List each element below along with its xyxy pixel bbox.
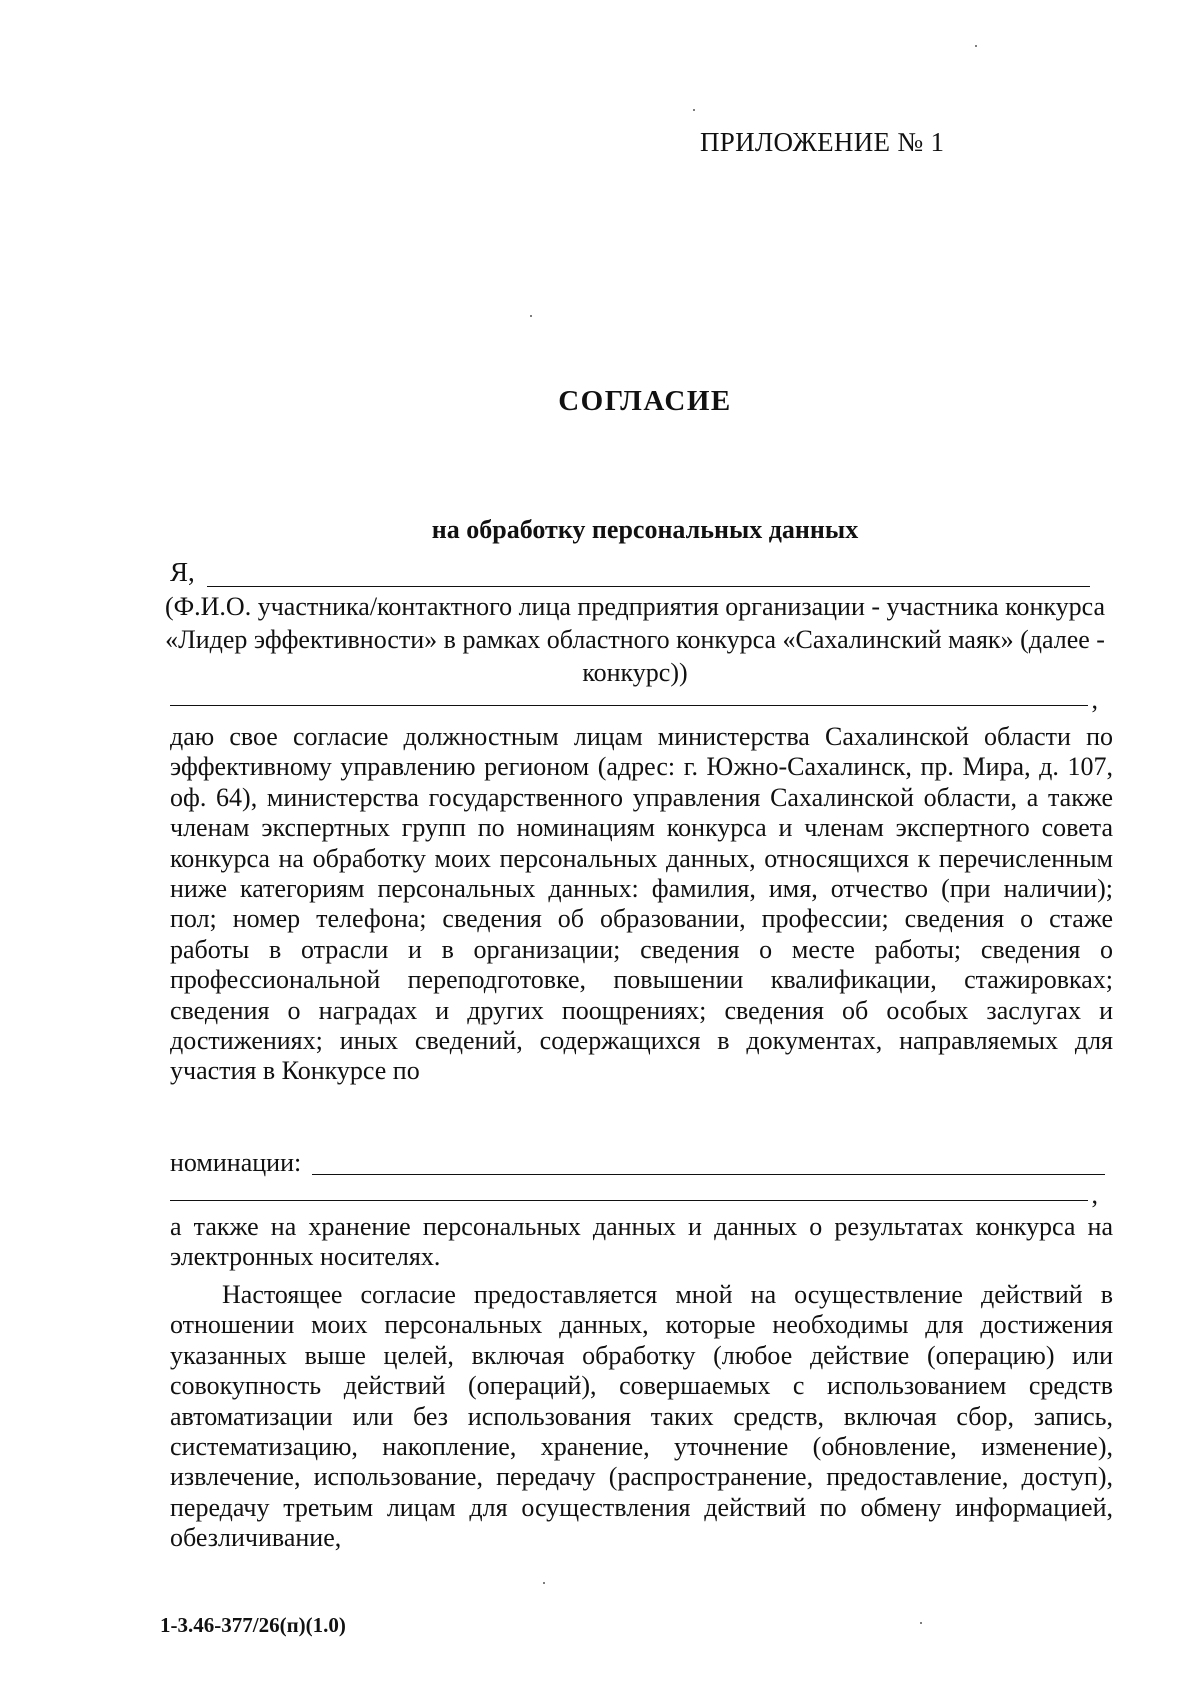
- line-comma: ,: [1091, 1180, 1098, 1209]
- appendix-number: ПРИЛОЖЕНИЕ № 1: [700, 127, 945, 157]
- scan-speck: [543, 1582, 545, 1584]
- consent-paragraph: даю свое согласие должностным лицам министерства Сахалинской области по эффективному управлению регионом (адрес: г. Южно-Сахалинск, пр. Мира, д. 107, оф. 64), министерства государственного управления Сахалинской области, а также членам экспертных групп по номинациям конкурса и членам экспертного совета конкурса на обработку моих персональных данных, относящихся к перечисленным ниже категориям персональных данных: фамилия, имя, отчество (при наличии); пол; номер телефона; сведения об образовании, профессии; сведения о стаже работы в отрасли и в организации; сведения о месте работы; сведения о профессиональной переподготовке, повышении квалификации, стажировках; сведения о наградах и других поощрениях; сведения об особых заслугах и достижениях; иных сведений, содержащихся в документах, направляемых для участия в Конкурсе по: [170, 722, 1113, 1086]
- scan-speck: [693, 109, 695, 111]
- blank-underline: [170, 705, 1088, 706]
- blank-underline: [170, 1200, 1088, 1201]
- scan-speck: [975, 45, 977, 47]
- nomination-blank-underline: [312, 1174, 1105, 1175]
- name-blank-underline: [207, 586, 1090, 587]
- ya-label: Я,: [170, 557, 195, 587]
- nomination-field-line: [170, 1148, 1105, 1180]
- document-subtitle: на обработку персональных данных: [431, 515, 859, 544]
- document-title: СОГЛАСИЕ: [558, 385, 732, 417]
- fio-caption: (Ф.И.О. участника/контактного лица предприятия организации - участника конкурса «Лидер эффективности» в рамках областного конкурса «Сахалинский маяк» (далее - конкурс)): [164, 592, 1106, 687]
- name-field-line: [170, 555, 1090, 591]
- blank-line-2: [170, 1180, 1098, 1210]
- blank-line-1: [170, 685, 1098, 715]
- document-code: 1-3.46-377/26(п)(1.0): [160, 1613, 346, 1637]
- nomination-label: номинации:: [170, 1148, 302, 1177]
- line-comma: ,: [1091, 685, 1098, 714]
- scan-speck: [530, 315, 532, 317]
- storage-paragraph: а также на хранение персональных данных и данных о результатах конкурса на электронных носителях.: [170, 1212, 1113, 1272]
- scan-speck: [920, 1622, 922, 1624]
- actions-paragraph: Настоящее согласие предоставляется мной на осуществление действий в отношении моих персональных данных, которые необходимы для достижения указанных выше целей, включая обработку (любое действие (операцию) или совокупность действий (операций), совершаемых с использованием средств автоматизации или без использования таких средств, включая сбор, запись, систематизацию, накопление, хранение, уточнение (обновление, изменение), извлечение, использование, передачу (распространение, предоставление, доступ), передачу третьим лицам для осуществления действий по обмену информацией, обезличивание,: [170, 1280, 1113, 1553]
